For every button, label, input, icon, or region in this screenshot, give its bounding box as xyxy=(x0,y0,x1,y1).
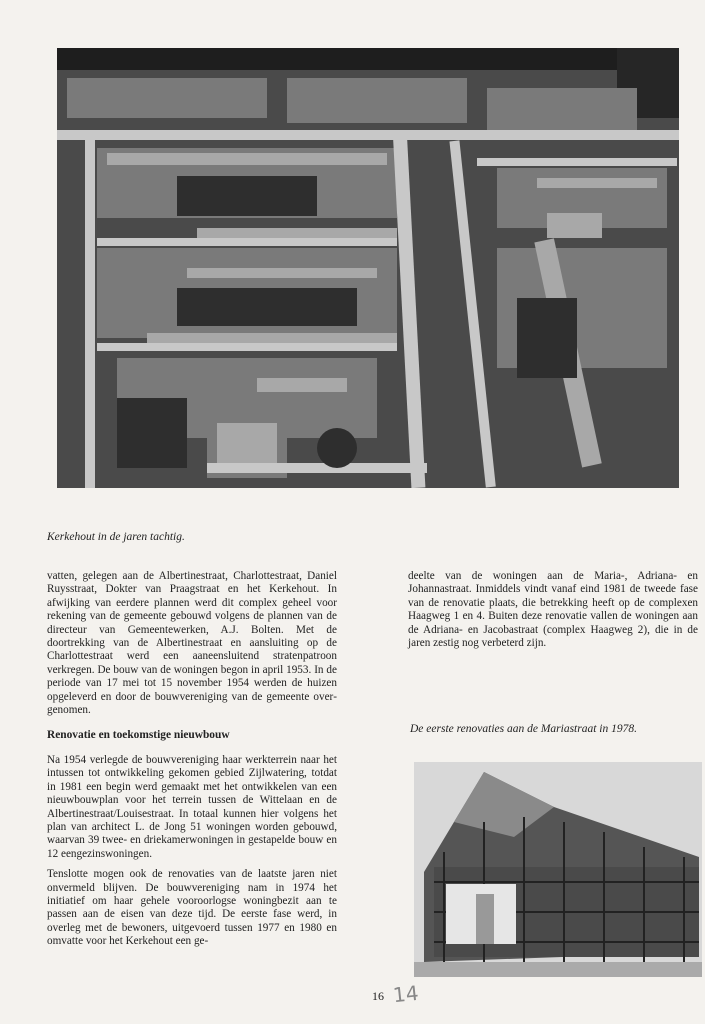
renovation-photo xyxy=(414,762,702,977)
handwritten-page-number: 14 xyxy=(391,980,420,1008)
renovation-photo-caption: De eerste renovaties aan de Mariastraat in 1978. xyxy=(410,723,637,735)
text-column-left xyxy=(47,570,337,949)
paragraph: Na 1954 verlegde de bouwvereniging haar werkterrein naar het intussen tot ontwikkeling gekomen gebied Zijlwatering, totdat in 1981 een begin werd gemaakt met het ontwikkelen van een nieuwbouwplan voor het terrein tussen de Wittelaan en de Albertinestraat/Louisestraat. In totaal kunnen hier volgens het plan van architect L. de Jong 51 woningen worden gebouwd, waarvan 39 twee- en driekamerwoningen in gestapelde bouw en 12 eengezinswoningen. xyxy=(47,753,337,860)
paragraph: Tenslotte mogen ook de renovaties van de laatste jaren niet onvermeld blijven. De bouwvereniging nam in 1974 het initiatief om haar gehele vooroorlogse woningbezit aan te passen aan de eisen van deze tijd. De eerste fase werd, in overleg met de bewoners, uitgevoerd tussen 1977 en 1980 en omvatte voor het Kerkehout een ge- xyxy=(47,868,337,948)
aerial-photo-caption: Kerkehout in de jaren tachtig. xyxy=(47,531,185,543)
page-number: 16 xyxy=(372,989,384,1003)
section-heading: Renovatie en toekomstige nieuwbouw xyxy=(47,729,230,742)
aerial-photo xyxy=(57,48,679,488)
paragraph: vatten, gelegen aan de Albertinestraat, Charlottestraat, Daniel Ruysstraat, Dokter van Praagstraat en het Kerkehout. In afwijking van eerdere plannen werd dit complex geheel voor rekening van de gemeente gebouwd volgens de plannen van de directeur van Gemeentewerken, A.J. Bolten. Met de doortrekking van de Albertinestraat en aansluiting op de Charlottestraat werd een aaneensluitend stratenpatroon verkregen. De bouw van de woningen begon in april 1953. In de periode van 17 mei tot 15 november 1954 werden de huizen opgeleverd en door de bouwvereniging van de gemeente overgenomen. xyxy=(47,570,337,717)
text-column-right xyxy=(408,570,698,650)
paragraph: deelte van de woningen aan de Maria-, Adriana- en Johannastraat. Inmiddels vindt vanaf eind 1981 de tweede fase van de renovatie plaats, die betrekking heeft op de complexen Haagweg 1 en 4. Buiten deze renovatie vallen de woningen aan de Adriana- en Jacobastraat (complex Haagweg 2), die in de jaren zestig nog verbeterd zijn. xyxy=(408,570,698,650)
